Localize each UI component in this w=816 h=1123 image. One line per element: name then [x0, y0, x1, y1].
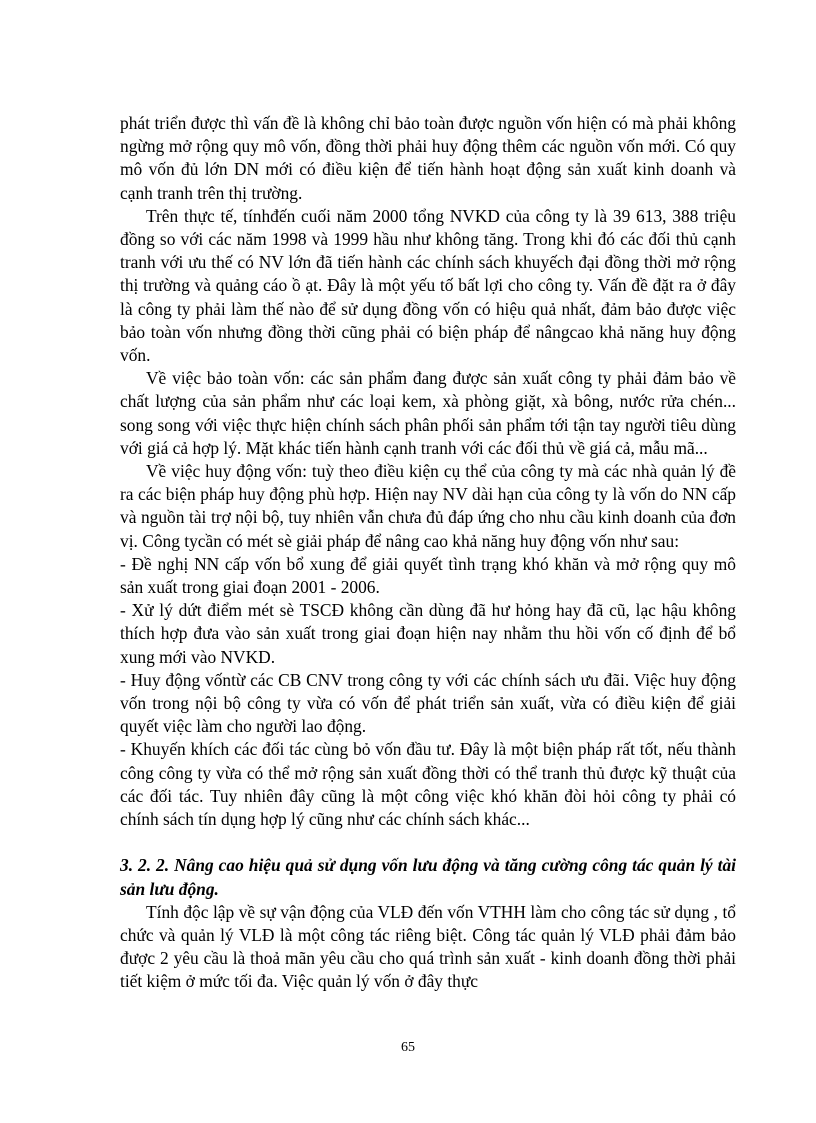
- section-heading: 3. 2. 2. Nâng cao hiệu quả sử dụng vốn lưu động và tăng cường công tác quản lý tài sản lưu động.: [120, 855, 736, 899]
- list-item: - Đề nghị NN cấp vốn bổ xung để giải quyết tình trạng khó khăn và mở rộng quy mô sản xuất trong giai đoạn 2001 - 2006.: [120, 553, 736, 598]
- paragraph-capital-preservation: Về việc bảo toàn vốn: các sản phẩm đang được sản xuất công ty phải đảm bảo về chất lượng của sản phẩm như các loại kem, xà phòng giặt, xà bông, nước rửa chén... song song với việc thực hiện chính sách phân phối sản phẩm tới tận tay người tiêu dùng với giá cả hợp lý. Mặt khác tiến hành cạnh tranh với các đối thủ về giá cả, mẫu mã...: [120, 368, 736, 458]
- page-body: [120, 112, 736, 994]
- paragraph-capital-overview: Trên thực tế, tínhđến cuối năm 2000 tổng NVKD của công ty là 39 613, 388 triệu đồng so với các năm 1998 và 1999 hầu như không tăng. Trong khi đó các đối thủ cạnh tranh với ưu thế có NV lớn đã tiến hành các chính sách khuyếch đại đồng thời mở rộng thị trường và quảng cáo ồ ạt. Đây là một yếu tố bất lợi cho công ty. Vấn đề đặt ra ở đây là công ty phải làm thế nào để sử dụng đồng vốn có hiệu quả nhất, đảm bảo được việc bảo toàn vốn nhưng đồng thời cũng phải có biện pháp để nângcao khả năng huy động vốn.: [120, 205, 736, 366]
- list-item: - Xử lý dứt điểm mét sè TSCĐ không cần dùng đã hư hỏng hay đã cũ, lạc hậu không thích hợp đưa vào sản xuất trong giai đoạn hiện nay nhằm thu hồi vốn cố định để bổ xung mới vào NVKD.: [120, 600, 736, 667]
- paragraph-working-capital: Tính độc lập về sự vận động của VLĐ đến vốn VTHH làm cho công tác sử dụng , tổ chức và quản lý VLĐ là một công tác riêng biệt. Công tác quản lý VLĐ phải đảm bảo được 2 yêu cầu là thoả mãn yêu cầu cho quá trình sản xuất - kinh doanh đồng thời phải tiết kiệm ở mức tối đa. Việc quản lý vốn ở đây thực: [120, 901, 736, 992]
- list-item: - Khuyến khích các đối tác cùng bỏ vốn đầu tư. Đây là một biện pháp rất tốt, nếu thành công công ty vừa có thể mở rộng sản xuất đồng thời có thể tranh thủ được kỹ thuật của các đối tác. Tuy nhiên đây cũng là một công việc khó khăn đòi hỏi công ty phải có chính sách tín dụng hợp lý cũng như các chính sách khác...: [120, 739, 736, 830]
- list-item: - Huy động vốntừ các CB CNV trong công ty với các chính sách ưu đãi. Việc huy động vốn trong nội bộ công ty vừa có vốn để phát triển sản xuất, vừa có điều kiện để giải quyết việc làm cho người lao động.: [120, 669, 736, 737]
- page-number: 65: [401, 1040, 415, 1055]
- paragraph-capital-mobilization: Về việc huy động vốn: tuỳ theo điều kiện cụ thể của công ty mà các nhà quản lý đề ra các biện pháp huy động phù hợp. Hiện nay NV dài hạn của công ty là vốn do NN cấp và nguồn tài trợ nội bộ, tuy nhiên vẫn chưa đủ đáp ứng cho nhu cầu kinh doanh của đơn vị. Công tycần có mét sè giải pháp để nâng cao khả năng huy động vốn như sau:: [120, 461, 736, 551]
- paragraph-continuation: phát triển được thì vấn đề là không chỉ bảo toàn được nguồn vốn hiện có mà phải không ngừng mở rộng quy mô vốn, đồng thời phải huy động thêm các nguồn vốn mới. Có quy mô vốn đủ lớn DN mới có điều kiện để tiến hành hoạt động sản xuất kinh doanh và cạnh tranh trên thị trường.: [120, 113, 736, 203]
